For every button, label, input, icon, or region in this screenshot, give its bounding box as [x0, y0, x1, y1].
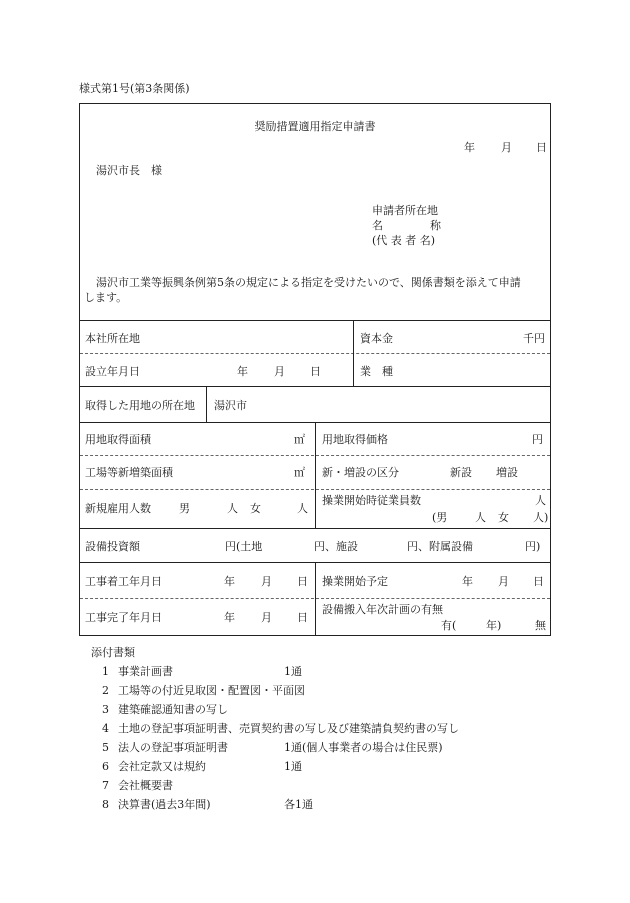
plan-year: 年): [486, 619, 502, 632]
date-month: 月: [501, 141, 512, 154]
attachment-name: 工場等の付近見取図・配置図・平面図: [118, 684, 305, 697]
applicant-name-label-b: 称: [430, 219, 441, 232]
operation-start-year: 年: [462, 575, 473, 588]
attachments-title: 添付書類: [91, 646, 135, 659]
expand-option: 増設: [496, 466, 518, 479]
construction-end-label: 工事完了年月日: [85, 611, 162, 624]
employees-person-male: 人: [475, 511, 486, 524]
divider: [206, 386, 207, 422]
attachment-qty: 1通(個人事業者の場合は住民票): [284, 741, 443, 754]
statement-line-1: 湯沢市工業等振興条例第5条の規定による指定を受けたいので、関係書類を添えて申請: [96, 276, 521, 289]
operation-start-label: 操業開始予定: [322, 575, 388, 588]
equipment-investment-label: 設備投資額: [85, 540, 140, 553]
applicant-address-label: 申請者所在地: [372, 204, 438, 217]
divider: [80, 320, 550, 321]
attachment-num: 8: [102, 798, 109, 811]
attachment-num: 4: [102, 722, 109, 735]
construction-start-month: 月: [261, 575, 272, 588]
date-year: 年: [464, 141, 475, 154]
attachment-num: 5: [102, 741, 109, 754]
new-option: 新設: [450, 466, 472, 479]
employees-female: 女: [498, 511, 509, 524]
attachment-num: 7: [102, 779, 109, 792]
attachment-name: 事業計画書: [118, 665, 173, 678]
capital-unit: 千円: [523, 332, 545, 345]
application-form: [79, 103, 551, 636]
divider: [315, 562, 316, 635]
land-city: 湯沢市: [214, 399, 247, 412]
attachment-name: 土地の登記事項証明書、売買契約書の写し及び建築請負契約書の写し: [118, 722, 459, 735]
land-location-label: 取得した用地の所在地: [85, 399, 195, 412]
hq-address-label: 本社所在地: [85, 332, 140, 345]
established-day: 日: [310, 365, 321, 378]
land-area-label: 用地取得面積: [85, 433, 151, 446]
operation-start-month: 月: [498, 575, 509, 588]
eq-yen-land: 円(土地: [225, 540, 263, 553]
new-hires-person-2: 人: [297, 502, 308, 515]
applicant-name-label-a: 名: [372, 219, 383, 232]
divider: [80, 353, 550, 354]
attachment-num: 1: [102, 665, 109, 678]
date-day: 日: [536, 141, 547, 154]
established-year: 年: [237, 365, 248, 378]
statement-line-2: します。: [84, 291, 128, 304]
industry-label: 業 種: [360, 365, 393, 378]
form-title: 奨励措置適用指定申請書: [254, 120, 376, 133]
attachment-name: 法人の登記事項証明書: [118, 741, 228, 754]
divider: [353, 320, 354, 386]
eq-yen-attached: 円、附属設備: [407, 540, 473, 553]
operation-start-day: 日: [533, 575, 544, 588]
eq-yen-building: 円、施設: [314, 540, 358, 553]
construction-start-year: 年: [224, 575, 235, 588]
construction-end-month: 月: [261, 611, 272, 624]
attachment-num: 6: [102, 760, 109, 773]
construction-end-year: 年: [224, 611, 235, 624]
divider: [80, 528, 550, 529]
employees-person: 人: [535, 494, 546, 507]
attachment-num: 2: [102, 684, 109, 697]
attachment-name: 会社概要書: [118, 779, 173, 792]
eq-yen-close: 円): [525, 540, 541, 553]
capital-label: 資本金: [360, 332, 393, 345]
established-month: 月: [274, 365, 285, 378]
plan-yes: 有(: [441, 619, 457, 632]
employees-at-start-label: 操業開始時従業員数: [322, 494, 421, 507]
employees-male: (男: [432, 511, 448, 524]
attachment-qty: 1通: [284, 665, 302, 678]
applicant-representative-label: (代 表 者 名): [372, 234, 436, 247]
factory-area-unit: ㎡: [294, 466, 305, 479]
new-hires-person-1: 人: [227, 502, 238, 515]
attachment-num: 3: [102, 703, 109, 716]
form-number: 様式第1号(第3条関係): [79, 82, 190, 95]
factory-area-label: 工場等新増築面積: [85, 466, 173, 479]
land-price-label: 用地取得価格: [322, 433, 388, 446]
new-expand-class-label: 新・増設の区分: [322, 466, 399, 479]
attachment-name: 会社定款又は規約: [118, 760, 206, 773]
employees-person-female: 人): [533, 511, 549, 524]
divider: [315, 422, 316, 528]
addressee: 湯沢市長 様: [96, 164, 162, 177]
equipment-plan-label: 設備搬入年次計画の有無: [322, 603, 443, 616]
attachment-name: 決算書(過去3年間): [118, 798, 211, 811]
new-hires-male: 男: [179, 502, 190, 515]
established-label: 設立年月日: [85, 365, 140, 378]
land-price-unit: 円: [532, 433, 543, 446]
attachment-name: 建築確認通知書の写し: [118, 703, 228, 716]
new-hires-label: 新規雇用人数: [85, 502, 151, 515]
new-hires-female: 女: [250, 502, 261, 515]
construction-start-day: 日: [297, 575, 308, 588]
plan-no: 無: [535, 619, 546, 632]
land-area-unit: ㎡: [294, 433, 305, 446]
construction-start-label: 工事着工年月日: [85, 575, 162, 588]
attachment-qty: 各1通: [284, 798, 313, 811]
attachment-qty: 1通: [284, 760, 302, 773]
construction-end-day: 日: [297, 611, 308, 624]
divider: [80, 386, 550, 387]
